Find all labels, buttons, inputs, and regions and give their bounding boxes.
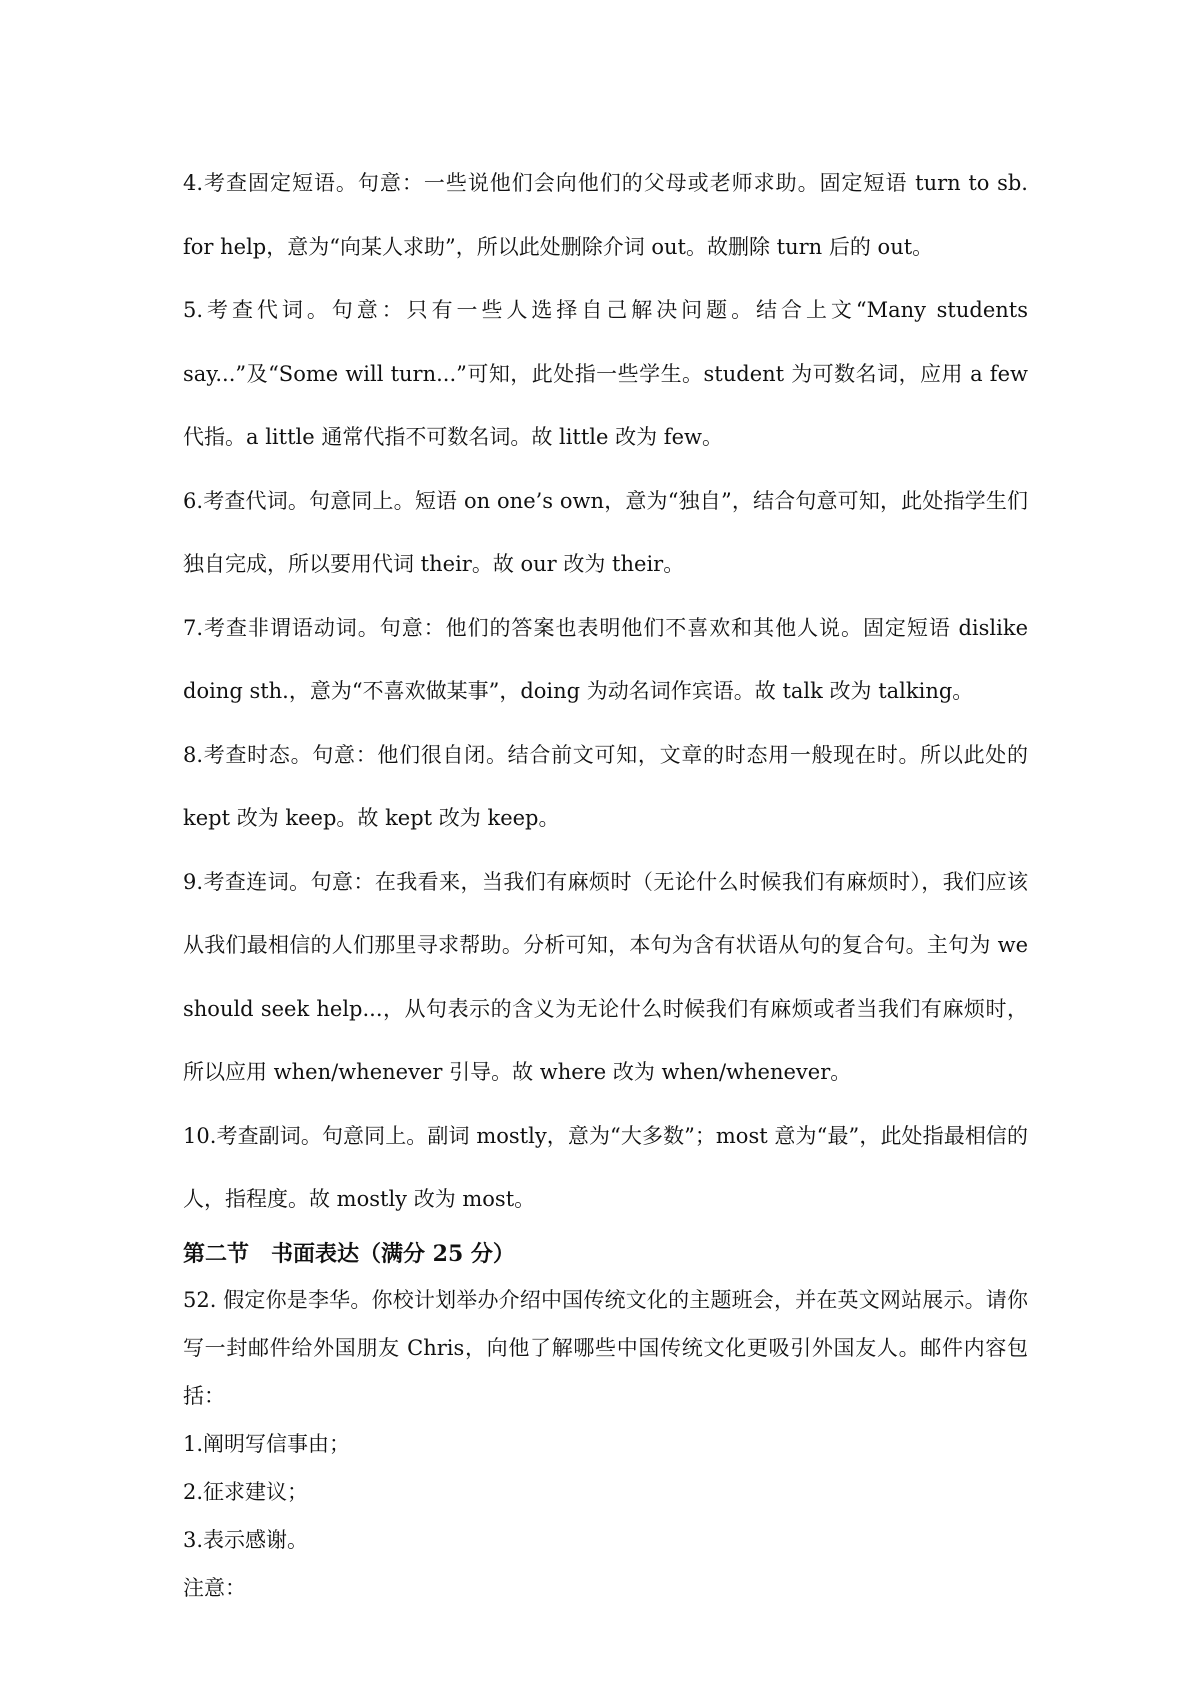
explanation-6: 6.考查代词。句意同上。短语 on one’s own，意为“独自”，结合句意可知，此处指学生们独自完成，所以要用代词 their。故 our 改为 their。	[183, 488, 1028, 576]
document-content	[183, 152, 1028, 1612]
explanation-5: 5.考查代词。句意：只有一些人选择自己解决问题。结合上文“Many students say...”及“Some will turn...”可知，此处指一些学生。student 为可数名词，应用 a few 代指。a little 通常代指不可数名词。故 little 改为 few。	[183, 298, 1028, 449]
task-point-3: 3.表示感谢。	[183, 1527, 309, 1552]
explanation-7: 7.考查非谓语动词。句意：他们的答案也表明他们不喜欢和其他人说。固定短语 dislike doing sth.，意为“不喜欢做某事”，doing 为动名词作宾语。故 talk 改为 talking。	[183, 615, 1028, 703]
writing-task-intro: 52. 假定你是李华。你校计划举办介绍中国传统文化的主题班会，并在英文网站展示。请你写一封邮件给外国朋友 Chris，向他了解哪些中国传统文化更吸引外国友人。邮件内容包括：	[183, 1287, 1028, 1408]
explanation-9: 9.考查连词。句意：在我看来，当我们有麻烦时（无论什么时候我们有麻烦时），我们应该从我们最相信的人们那里寻求帮助。分析可知，本句为含有状语从句的复合句。主句为 we should seek help...，从句表示的含义为无论什么时候我们有麻烦或者当我们有麻烦时，所以应用 when/whenever 引导。故 where 改为 when/whenever。	[183, 869, 1028, 1084]
section-heading: 第二节 书面表达（满分 25 分）	[183, 1240, 515, 1267]
explanation-8: 8.考查时态。句意：他们很自闭。结合前文可知，文章的时态用一般现在时。所以此处的 kept 改为 keep。故 kept 改为 keep。	[183, 742, 1028, 830]
task-point-2: 2.征求建议；	[183, 1479, 309, 1504]
task-point-1: 1.阐明写信事由；	[183, 1431, 351, 1456]
explanation-10: 10.考查副词。句意同上。副词 mostly，意为“大多数”；most 意为“最”，此处指最相信的人，指程度。故 mostly 改为 most。	[183, 1123, 1028, 1211]
explanation-4: 4.考查固定短语。句意：一些说他们会向他们的父母或老师求助。固定短语 turn to sb. for help，意为“向某人求助”，所以此处删除介词 out。故删除 turn 后的 out。	[183, 171, 1028, 259]
note-label: 注意：	[183, 1575, 246, 1600]
